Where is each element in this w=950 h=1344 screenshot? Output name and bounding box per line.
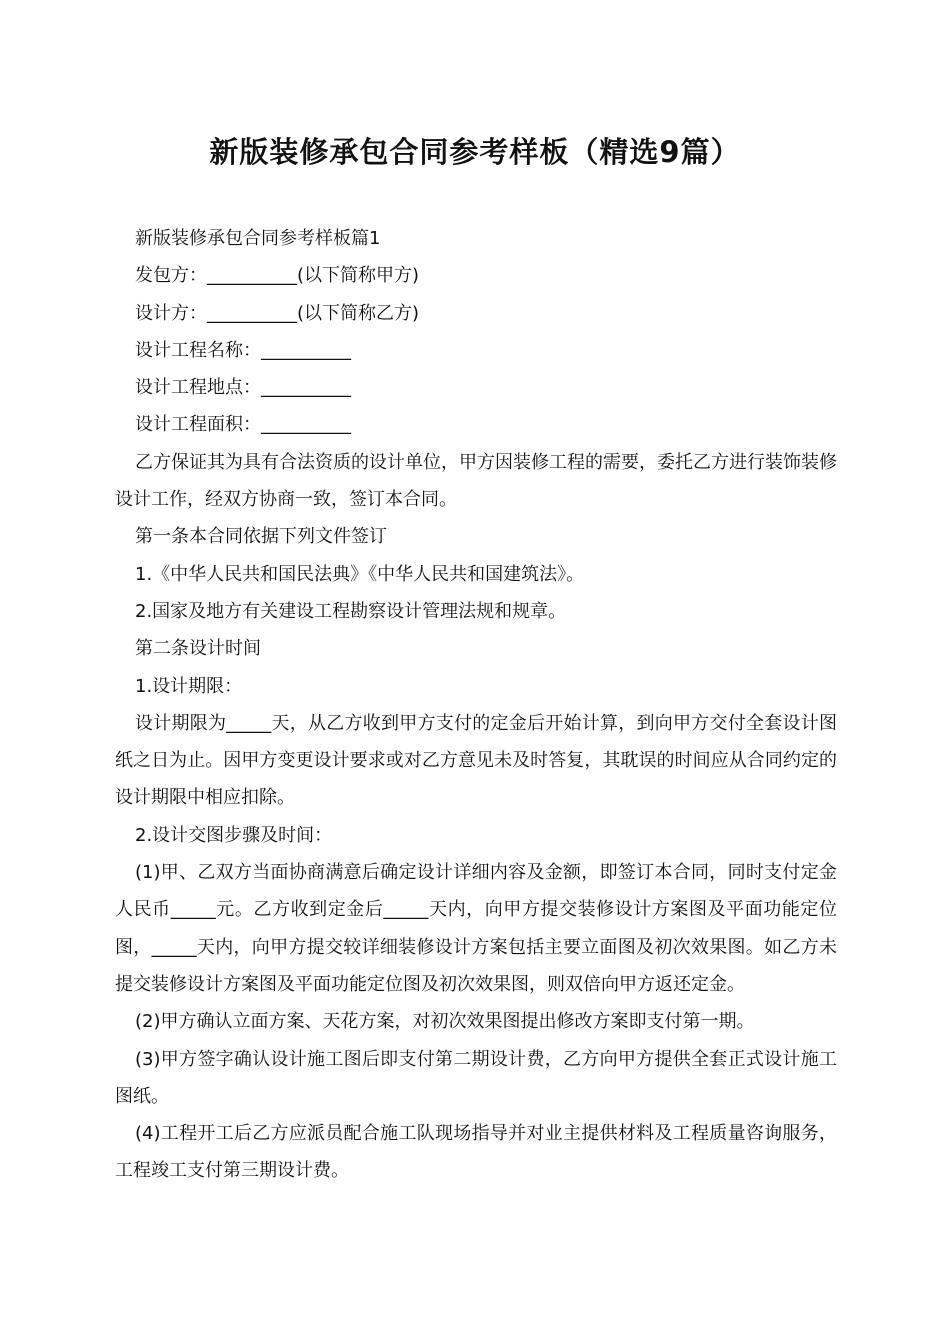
delivery-step-4: (4)工程开工后乙方应派员配合施工队现场指导并对业主提供材料及工程质量咨询服务，工程竣工支付第三期设计费。 — [115, 1123, 837, 1182]
delivery-step-2: (2)甲方确认立面方案、天花方案，对初次效果图提出修改方案即支付第一期。 — [135, 1011, 755, 1033]
design-period-paragraph: 设计期限为_____天，从乙方收到甲方支付的定金后开始计算，到向甲方交付全套设计图纸之日为止。因甲方变更设计要求或对乙方意见未及时答复，其耽误的时间应从合同约定的设计期限中相应扣除。 — [115, 712, 837, 809]
article-1-item-1: 1.《中华人民共和国民法典》《中华人民共和国建筑法》。 — [135, 563, 585, 585]
intro-paragraph: 乙方保证其为具有合法资质的设计单位，甲方因装修工程的需要，委托乙方进行装饰装修设计工作，经双方协商一致，签订本合同。 — [115, 451, 837, 511]
party-b-line: 设计方：__________(以下简称乙方) — [135, 302, 420, 324]
document-body — [115, 220, 837, 1190]
project-location-line: 设计工程地点：__________ — [135, 377, 351, 399]
delivery-steps-heading: 2.设计交图步骤及时间： — [135, 824, 333, 846]
delivery-step-1: (1)甲、乙双方当面协商满意后确定设计详细内容及金额，即签订本合同，同时支付定金人民币_____元。乙方收到定金后_____天内，向甲方提交装修设计方案图及平面功能定位图，_____天内，向甲方提交较详细装修设计方案包括主要立面图及初次效果图。如乙方未提交装修设计方案图及平面功能定位图及初次效果图，则双倍向甲方返还定金。 — [115, 862, 837, 995]
project-name-line: 设计工程名称：__________ — [135, 339, 351, 361]
section-heading: 新版装修承包合同参考样板篇1 — [135, 228, 381, 249]
design-period-heading: 1.设计期限： — [135, 675, 243, 697]
party-a-line: 发包方：__________(以下简称甲方) — [135, 265, 420, 287]
article-1-heading: 第一条本合同依据下列文件签订 — [135, 526, 387, 548]
project-area-line: 设计工程面积：__________ — [135, 414, 351, 436]
delivery-step-3: (3)甲方签字确认设计施工图后即支付第二期设计费，乙方向甲方提供全套正式设计施工图纸。 — [115, 1048, 837, 1107]
document-title: 新版装修承包合同参考样板（精选9篇） — [209, 135, 741, 169]
article-2-heading: 第二条设计时间 — [135, 638, 261, 660]
article-1-item-2: 2.国家及地方有关建设工程勘察设计管理法规和规章。 — [135, 600, 567, 622]
